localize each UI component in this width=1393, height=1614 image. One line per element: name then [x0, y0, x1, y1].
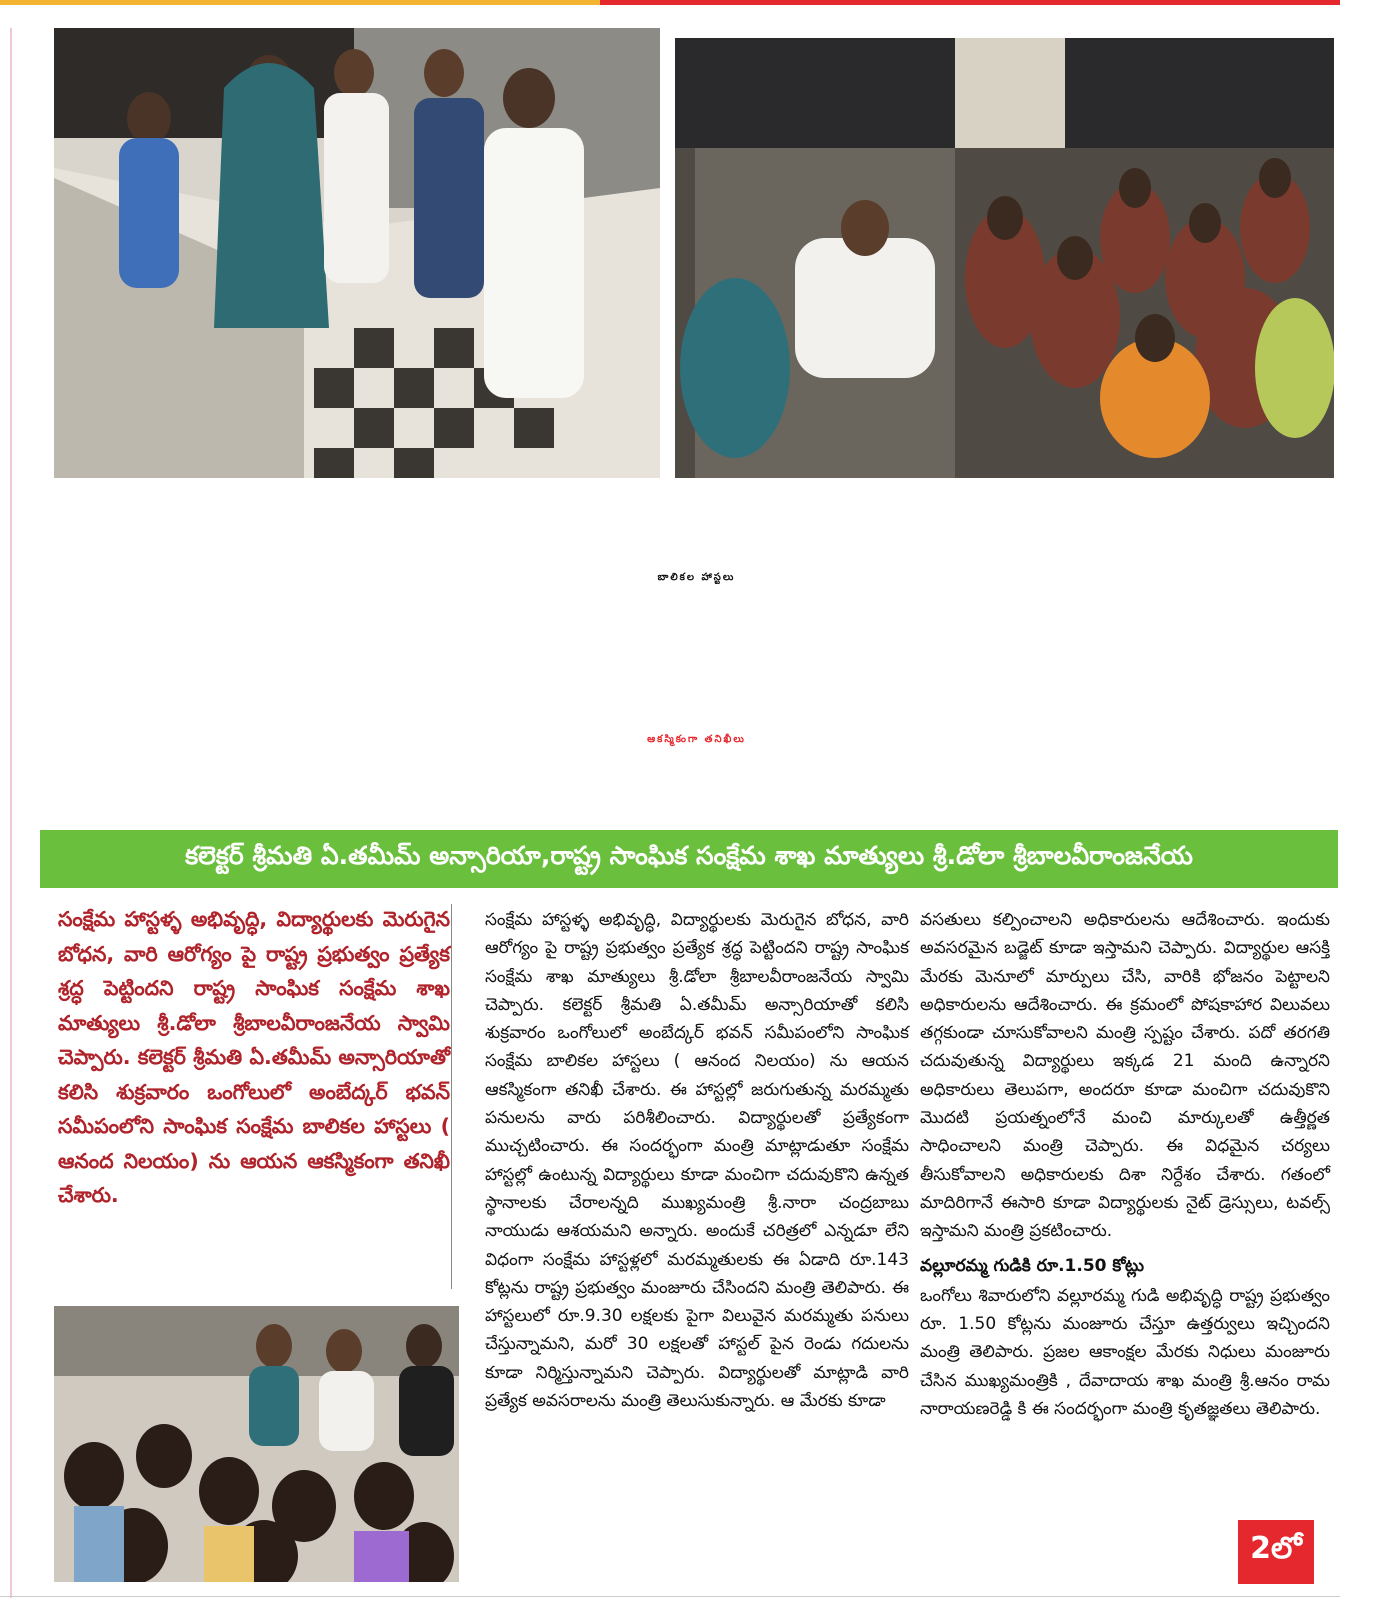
photo-hostel-corridor-inspection	[54, 28, 660, 478]
headline-line-2: ఆకస్మికంగా తనిఖీలు	[647, 734, 746, 745]
page-continuation-badge[interactable]: 2లో	[1238, 1520, 1314, 1584]
subtitle-bar	[40, 830, 1338, 888]
article-column-2	[485, 906, 909, 1415]
article-column-3	[920, 906, 1330, 1423]
photo-minister-with-students	[675, 38, 1334, 478]
article-paragraph: సంక్షేమ హాస్టళ్ళ అభివృద్ధి, విద్యార్థులకు మెరుగైన బోధన, వారి ఆరోగ్యం పై రాష్ట్ర ప్రభుత్వం ప్రత్యేక శ్రద్ధ పెట్టిందని రాష్ట్ర సాంఘిక సంక్షేమ శాఖ మాత్యులు శ్రీ.డోలా శ్రీబాలవీరాంజనేయ స్వామి చెప్పారు. కలెక్టర్ శ్రీమతి ఏ.తమీమ్ అన్సారియాతో కలిసి శుక్రవారం ఒంగోలులో అంబేద్కర్ భవన్ సమీపంలోని సాంఘిక సంక్షేమ బాలికల హాస్టలు ( ఆనంద నిలయం) ను ఆయన ఆకస్మికంగా తనిఖీ చేశారు. ఈ హాస్టల్లో జరుగుతున్న మరమ్మతు పనులను వారు పరిశీలించారు. విద్యార్థులతో ప్రత్యేకంగా ముచ్చటించారు. ఈ సందర్భంగా మంత్రి మాట్లాడుతూ సంక్షేమ హాస్టల్లో ఉంటున్న విద్యార్థులు కూడా మంచిగా చదువుకొని ఉన్నత స్థానాలకు చేరాలన్నది ముఖ్యమంత్రి శ్రీ.నారా చంద్రబాబు నాయుడు ఆశయమని అన్నారు. అందుకే చరిత్రలో ఎన్నడూ లేని విధంగా సంక్షేమ హాస్టళ్లలో మరమ్మతులకు ఈ ఏడాది రూ.143 కోట్లను రాష్ట్ర ప్రభుత్వం మంజూరు చేసిందని మంత్రి తెలిపారు. ఈ హాస్టలులో రూ.9.30 లక్షలకు పైగా విలువైన మరమ్మతు పనులు చేస్తున్నామని, మరో 30 లక్షలతో హాస్టల్ పైన రెండు గదులను కూడా నిర్మిస్తున్నామని చెప్పారు. విద్యార్థులతో మాట్లాడి వారి ప్రత్యేక అవసరాలను మంత్రి తెలుసుకున్నారు. ఆ మేరకు కూడా	[485, 910, 909, 1412]
top-color-bar	[0, 0, 1340, 5]
subtitle-text: కలెక్టర్ శ్రీమతి ఏ.తమీమ్ అన్సారియా,రాష్ట్ర సాంఘిక సంక్షేమ శాఖ మాత్యులు శ్రీ.డోలా శ్రీబాలవీరాంజనేయ	[185, 841, 1193, 870]
top-color-bar-gold	[0, 0, 600, 5]
headline-line-1: బాలికల హాస్టలు	[657, 572, 736, 583]
photo-students-gathering	[54, 1306, 459, 1582]
article-paragraph: వసతులు కల్పించాలని అధికారులను ఆదేశించారు. ఇందుకు అవసరమైన బడ్జెట్ కూడా ఇస్తామని చెప్పారు. విద్యార్థుల ఆసక్తి మేరకు మెనూలో మార్పులు చేసి, వారికి భోజనం పెట్టాలని అధికారులను ఆదేశించారు. ఈ క్రమంలో పోషకాహార విలువలు తగ్గకుండా చూసుకోవాలని మంత్రి స్పష్టం చేశారు. పదో తరగతి చదువుతున్న విద్యార్థులు ఇక్కడ 21 మంది ఉన్నారని అధికారులు తెలుపగా, అందరూ కూడా మంచిగా చదువుకొని మొదటి ప్రయత్నంలోనే మంచి మార్కులతో ఉత్తీర్ణత సాధించాలని మంత్రి చెప్పారు. ఈ విధమైన చర్యలు తీసుకోవాలని అధికారులకు దిశా నిర్దేశం చేశారు. గతంలో మాదిరిగానే ఈసారి కూడా విద్యార్థులకు నైట్ డ్రెస్సులు, టవల్స్ ఇస్తామని మంత్రి ప్రకటించారు.	[920, 910, 1330, 1242]
article-subheading: వల్లూరమ్మ గుడికి రూ.1.50 కోట్లు	[920, 1255, 1145, 1276]
page-left-margin-line	[10, 28, 12, 1598]
column-divider	[451, 904, 452, 1289]
article-paragraph: ఒంగోలు శివారులోని వల్లూరమ్మ గుడి అభివృద్ధి రాష్ట్ర ప్రభుత్వం రూ. 1.50 కోట్లను మంజూరు చేస్తూ ఉత్తర్వులు ఇచ్చిందని మంత్రి తెలిపారు. ప్రజల ఆకాంక్షల మేరకు నిధులు మంజూరు చేసిన ముఖ్యమంత్రికి , దేవాదాయ శాఖ మంత్రి శ్రీ.ఆనం రామ నారాయణరెడ్డి కి ఈ సందర్భంగా మంత్రి కృతజ్ఞతలు తెలిపారు.	[920, 1285, 1330, 1420]
intro-column	[58, 902, 450, 1213]
intro-paragraph: సంక్షేమ హాస్టళ్ళ అభివృద్ధి, విద్యార్థులకు మెరుగైన బోధన, వారి ఆరోగ్యం పై రాష్ట్ర ప్రభుత్వం ప్రత్యేక శ్రద్ధ పెట్టిందని రాష్ట్ర సాంఘిక సంక్షేమ శాఖ మాత్యులు శ్రీ.డోలా శ్రీబాలవీరాంజనేయ స్వామి చెప్పారు. కలెక్టర్ శ్రీమతి ఏ.తమీమ్ అన్సారియాతో కలిసి శుక్రవారం ఒంగోలులో అంబేద్కర్ భవన్ సమీపంలోని సాంఘిక సంక్షేమ బాలికల హాస్టలు ( ఆనంద నిలయం) ను ఆయన ఆకస్మికంగా తనిఖీ చేశారు.	[58, 907, 450, 1207]
bottom-rule	[0, 1596, 1340, 1597]
